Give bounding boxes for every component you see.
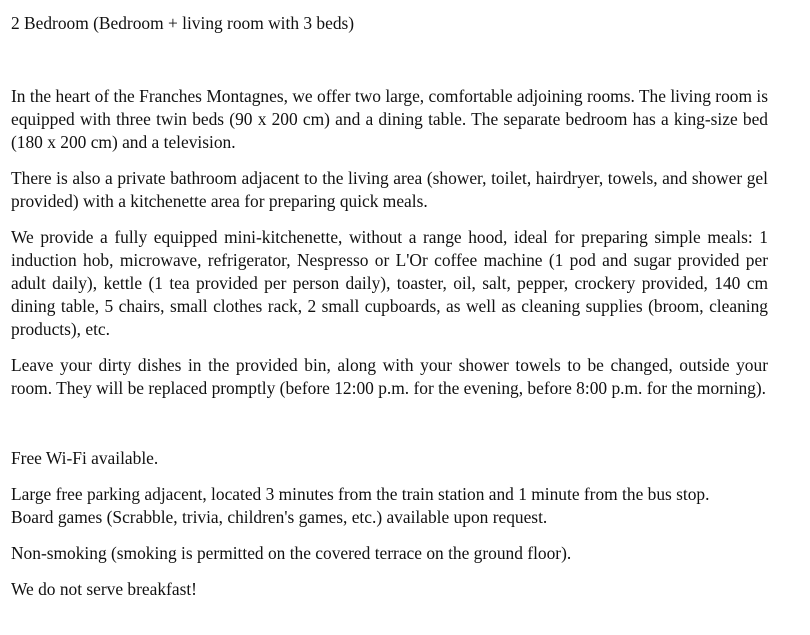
breakfast-paragraph: We do not serve breakfast!: [11, 579, 197, 599]
intro-paragraph: In the heart of the Franches Montagnes, we offer two large, comfortable adjoining rooms. The living room is equipped with three twin beds (90 x 200 cm) and a dining table. The separate bedroom has a king-size bed (180 x 200 cm) and a television.: [11, 86, 768, 152]
spacer: [11, 400, 768, 447]
wifi-paragraph: Free Wi-Fi available.: [11, 448, 159, 468]
smoking-paragraph: Non-smoking (smoking is permitted on the covered terrace on the ground floor).: [11, 543, 572, 563]
spacer: [11, 35, 768, 85]
parking-line: Large free parking adjacent, located 3 minutes from the train station and 1 minute from the bus stop.: [11, 484, 710, 504]
games-line: Board games (Scrabble, trivia, children's games, etc.) available upon request.: [11, 507, 548, 527]
parking-games-paragraph: [11, 483, 768, 529]
room-title: 2 Bedroom (Bedroom + living room with 3 beds): [11, 13, 355, 33]
dishes-paragraph: Leave your dirty dishes in the provided bin, along with your shower towels to be changed, outside your room. They will be replaced promptly (before 12:00 p.m. for the evening, before 8:00 p.m. for the morning).: [11, 355, 768, 398]
bathroom-paragraph: There is also a private bathroom adjacent to the living area (shower, toilet, hairdryer, towels, and shower gel provided) with a kitchenette area for preparing quick meals.: [11, 168, 768, 211]
kitchenette-paragraph: We provide a fully equipped mini-kitchenette, without a range hood, ideal for preparing simple meals: 1 induction hob, microwave, refrigerator, Nespresso or L'Or coffee machine (1 pod and sugar provided per adult daily), kettle (1 tea provided per person daily), toaster, oil, salt, pepper, crockery provided, 140 cm dining table, 5 chairs, small clothes rack, 2 small cupboards, as well as cleaning supplies (broom, cleaning products), etc.: [11, 227, 768, 339]
